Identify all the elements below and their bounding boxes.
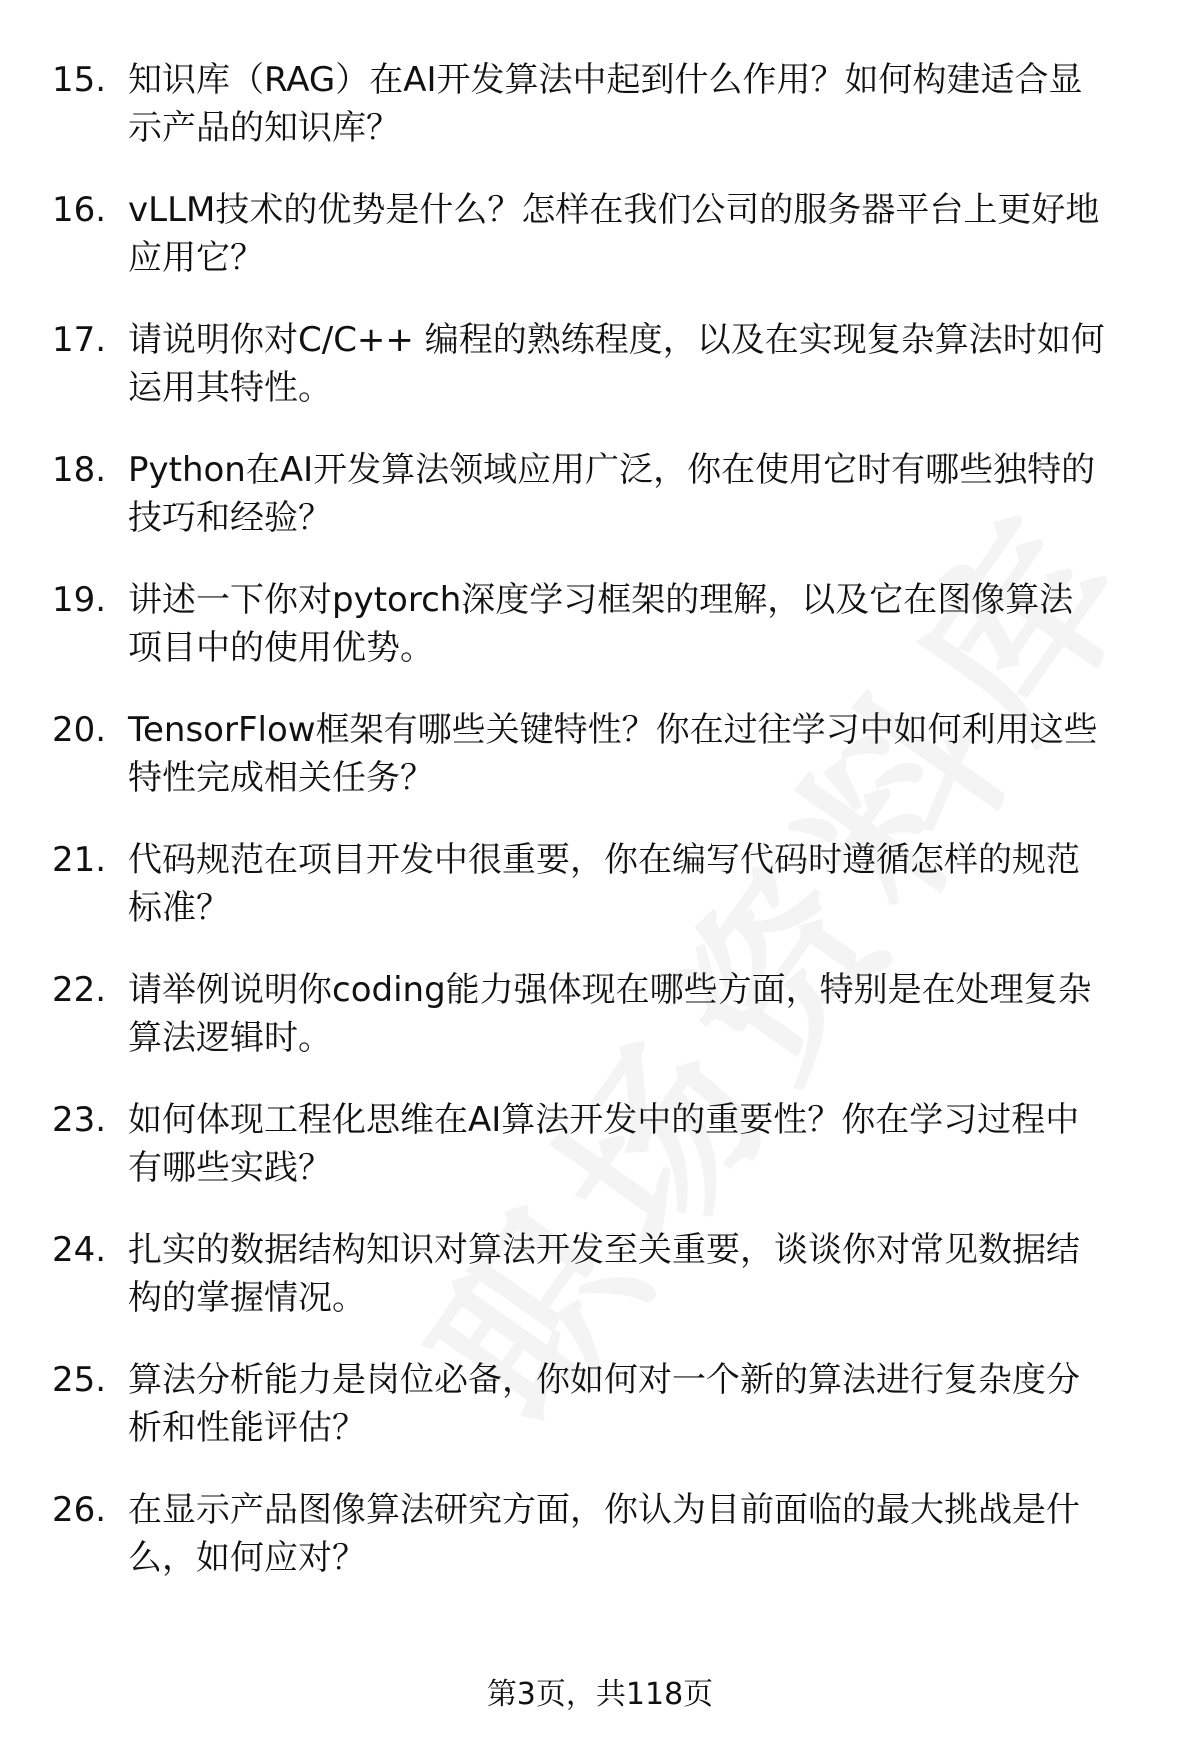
question-text: 扎实的数据结构知识对算法开发至关重要，谈谈你对常见数据结 构的掌握情况。 bbox=[128, 1230, 1080, 1318]
question-number: 22. bbox=[52, 970, 107, 1010]
question-text: 在显示产品图像算法研究方面，你认为目前面临的最大挑战是什 么，如何应对？ bbox=[128, 1490, 1080, 1578]
question-number: 24. bbox=[52, 1230, 107, 1270]
question-text: vLLM技术的优势是什么？怎样在我们公司的服务器平台上更好地 应用它？ bbox=[128, 190, 1100, 278]
question-text: 请说明你对C/C++ 编程的熟练程度，以及在实现复杂算法时如何 运用其特性。 bbox=[128, 320, 1105, 408]
question-text: 代码规范在项目开发中很重要，你在编写代码时遵循怎样的规范 标准？ bbox=[128, 840, 1080, 928]
question-text: 请举例说明你coding能力强体现在哪些方面，特别是在处理复杂 算法逻辑时。 bbox=[128, 970, 1092, 1058]
question-number: 26. bbox=[52, 1490, 107, 1530]
question-text: 如何体现工程化思维在AI算法开发中的重要性？你在学习过程中 有哪些实践？ bbox=[128, 1100, 1080, 1188]
question-text: TensorFlow框架有哪些关键特性？你在过往学习中如何利用这些 特性完成相关任务？ bbox=[128, 710, 1098, 798]
question-text: 讲述一下你对pytorch深度学习框架的理解，以及它在图像算法 项目中的使用优势。 bbox=[128, 580, 1074, 668]
question-number: 16. bbox=[52, 190, 107, 230]
question-number: 20. bbox=[52, 710, 107, 750]
question-number: 25. bbox=[52, 1360, 107, 1400]
question-number: 19. bbox=[52, 580, 107, 620]
page-footer: 第3页，共118页 bbox=[486, 1677, 714, 1712]
question-number: 18. bbox=[52, 450, 107, 490]
question-number: 17. bbox=[52, 320, 107, 360]
question-number: 23. bbox=[52, 1100, 107, 1140]
question-number: 21. bbox=[52, 840, 107, 880]
question-text: 算法分析能力是岗位必备，你如何对一个新的算法进行复杂度分 析和性能评估？ bbox=[128, 1360, 1080, 1448]
question-text: Python在AI开发算法领域应用广泛，你在使用它时有哪些独特的 技巧和经验？ bbox=[128, 450, 1096, 538]
question-text: 知识库（RAG）在AI开发算法中起到什么作用？如何构建适合显 示产品的知识库？ bbox=[128, 60, 1083, 148]
question-number: 15. bbox=[52, 60, 107, 100]
